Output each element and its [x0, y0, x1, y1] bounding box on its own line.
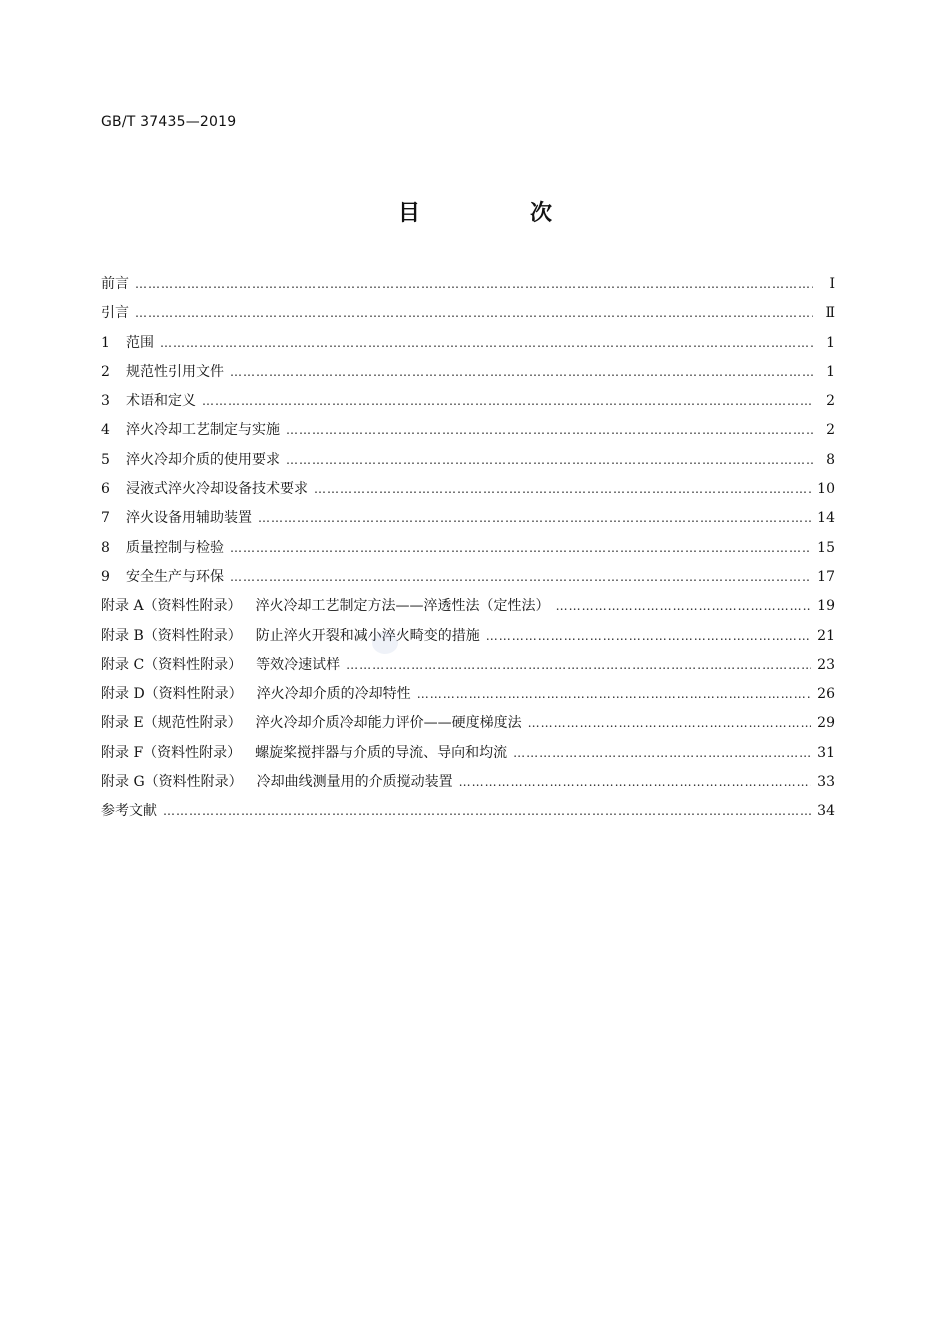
toc-entry-page-number: 21: [817, 627, 835, 644]
standard-code: GB/T 37435—2019: [101, 114, 237, 130]
toc-entry-annex-prefix: 附录 D（资料性附录）: [101, 686, 243, 703]
toc-entry-title: 规范性引用文件: [126, 363, 224, 380]
toc-entry-title: 前言: [101, 276, 129, 292]
toc-entry[interactable]: [101, 801, 835, 830]
toc-entry-number: 2: [101, 363, 110, 380]
toc-dot-leader: [258, 508, 811, 528]
toc-entry-title: 术语和定义: [126, 393, 196, 410]
toc-entry-annex-prefix: 附录 E（规范性附录）: [101, 715, 242, 732]
toc-entry-page-number: 2: [826, 422, 835, 439]
toc-entry-page-number: 19: [817, 598, 835, 615]
toc-entry[interactable]: [101, 333, 835, 362]
toc-entry-title: 质量控制与检验: [126, 539, 224, 556]
toc-entry[interactable]: [101, 479, 835, 508]
toc-entry-page-number: 1: [826, 334, 835, 351]
toc-dot-leader: [346, 655, 811, 675]
toc-entry-title: 范围: [126, 334, 154, 351]
toc-entry-page-number: 31: [817, 744, 835, 761]
toc-entry-page-number: 10: [817, 481, 835, 498]
toc-entry-title: 参考文献: [101, 803, 157, 820]
toc-entry-annex-prefix: 附录 F（资料性附录）: [101, 744, 242, 761]
toc-dot-leader: [459, 772, 812, 792]
toc-entry-page-number: 1: [826, 363, 835, 380]
toc-entry[interactable]: [101, 684, 835, 713]
toc-entry-annex-prefix: 附录 A（资料性附录）: [101, 598, 242, 615]
table-of-contents: [101, 274, 835, 831]
toc-dot-leader: [230, 362, 813, 382]
toc-entry[interactable]: [101, 743, 835, 772]
toc-entry-page-number: 29: [817, 715, 835, 732]
toc-entry[interactable]: [101, 391, 835, 420]
toc-entry[interactable]: [101, 538, 835, 567]
toc-entry[interactable]: [101, 508, 835, 537]
toc-entry-annex-prefix: 附录 G（资料性附录）: [101, 774, 243, 791]
toc-entry-page-number: 23: [817, 656, 835, 673]
toc-entry-annex-prefix: 附录 C（资料性附录）: [101, 656, 243, 673]
toc-entry[interactable]: [101, 567, 835, 596]
toc-entry[interactable]: [101, 713, 835, 742]
toc-dot-leader: [286, 420, 813, 440]
toc-dot-leader: [160, 333, 813, 353]
toc-dot-leader: [163, 801, 811, 821]
toc-entry[interactable]: [101, 303, 835, 332]
toc-entry[interactable]: [101, 274, 835, 303]
page-title: 目 次: [397, 201, 596, 226]
toc-entry-page-number: 2: [826, 393, 835, 410]
toc-entry-title: 等效冷速试样: [256, 656, 341, 673]
watermark-logo: [372, 632, 398, 654]
toc-entry-number: 1: [101, 334, 110, 351]
toc-entry[interactable]: [101, 596, 835, 625]
toc-entry-title: 淬火冷却介质冷却能力评价——硬度梯度法: [255, 715, 522, 732]
toc-dot-leader: [513, 743, 811, 763]
toc-entry-page-number: 15: [817, 539, 835, 556]
toc-entry-page-number: 26: [817, 686, 835, 703]
toc-entry[interactable]: [101, 450, 835, 479]
toc-entry[interactable]: [101, 772, 835, 801]
toc-entry-number: 5: [101, 451, 110, 468]
toc-dot-leader: [417, 684, 811, 704]
toc-entry-page-number: 17: [817, 568, 835, 585]
toc-entry-number: 8: [101, 539, 110, 556]
toc-entry-title: 防止淬火开裂和减小淬火畸变的措施: [255, 627, 480, 644]
toc-entry-page-number: 8: [826, 451, 835, 468]
toc-entry-title: 淬火设备用辅助装置: [126, 510, 252, 527]
toc-entry-page-number: 14: [817, 510, 835, 527]
toc-dot-leader: [135, 303, 813, 323]
toc-entry-title: 淬火冷却介质的冷却特性: [256, 686, 411, 703]
toc-entry-page-number: Ⅱ: [825, 305, 835, 322]
toc-entry-title: 浸液式淬火冷却设备技术要求: [126, 481, 308, 498]
toc-entry-title: 淬火冷却工艺制定方法——淬透性法（定性法）: [255, 598, 550, 615]
toc-dot-leader: [230, 567, 811, 587]
toc-entry-title: 冷却曲线测量用的介质搅动装置: [256, 774, 453, 791]
toc-dot-leader: [528, 713, 812, 733]
toc-entry[interactable]: [101, 626, 835, 655]
toc-entry-page-number: Ⅰ: [829, 276, 835, 292]
toc-dot-leader: [286, 450, 813, 470]
toc-entry-annex-prefix: 附录 B（资料性附录）: [101, 627, 242, 644]
toc-entry-page-number: 34: [817, 803, 835, 820]
toc-dot-leader: [486, 626, 811, 646]
toc-entry[interactable]: [101, 655, 835, 684]
toc-entry-title: 淬火冷却工艺制定与实施: [126, 422, 280, 439]
toc-entry-number: 7: [101, 510, 110, 527]
toc-entry-number: 4: [101, 422, 110, 439]
toc-entry-title: 安全生产与环保: [126, 568, 224, 585]
toc-entry-title: 淬火冷却介质的使用要求: [126, 451, 280, 468]
toc-dot-leader: [314, 479, 811, 499]
toc-entry[interactable]: [101, 420, 835, 449]
toc-entry-number: 6: [101, 481, 110, 498]
toc-dot-leader: [556, 596, 812, 616]
toc-entry-page-number: 33: [817, 774, 835, 791]
toc-entry[interactable]: [101, 362, 835, 391]
toc-entry-number: 9: [101, 568, 110, 585]
toc-dot-leader: [202, 391, 813, 411]
toc-entry-number: 3: [101, 393, 110, 410]
toc-entry-title: 螺旋桨搅拌器与介质的导流、导向和均流: [255, 744, 508, 761]
toc-entry-title: 引言: [101, 305, 129, 322]
toc-dot-leader: [230, 538, 811, 558]
toc-dot-leader: [135, 274, 813, 294]
